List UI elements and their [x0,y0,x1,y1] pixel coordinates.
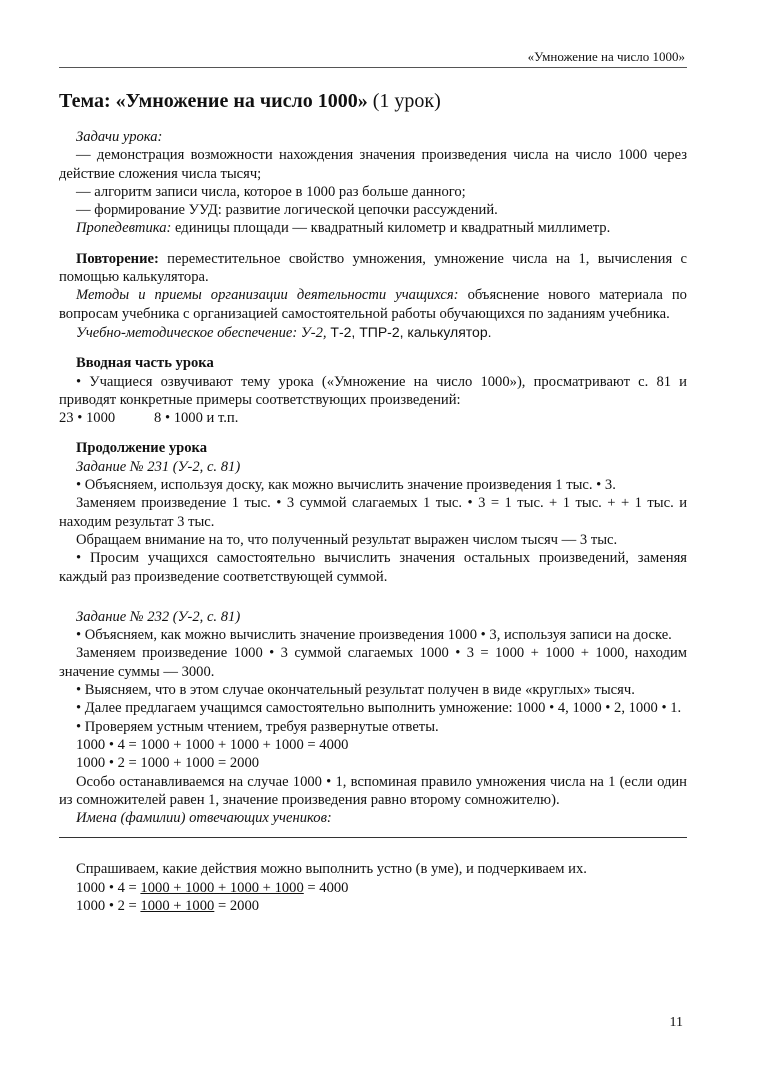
task-231-label: Задание № 231 (У-2, с. 81) [76,458,241,475]
propaedeutics [59,219,687,237]
oral-equation [59,897,687,915]
methods-label: Методы и приемы организации деятельности учащихся: [76,287,459,304]
intro-examples [59,409,687,427]
repetition-label: Повторение: [76,250,159,267]
underlined-sum: 1000 + 1000 [140,897,215,914]
paragraph: • Просим учащихся самостоятельно вычислить значения остальных произведений, заменяя каждый раз произведение соответствующей суммой. [59,550,687,585]
example-a: 23 • 1000 [59,410,116,427]
page-content [59,88,687,915]
support [59,323,687,342]
support-label: Учебно-методическое обеспечение: У-2, [76,324,327,341]
oral-equation [59,879,687,897]
paragraph: • Проверяем устным чтением, требуя развернутые ответы. [76,718,439,735]
lesson-title-count: (1 урок) [367,90,441,112]
page-number: 11 [669,1015,683,1030]
running-head: «Умножение на число 1000» [527,49,685,64]
paragraph: Заменяем произведение 1000 • 3 суммой слагаемых 1000 • 3 = 1000 + 1000 + 1000, находим значение суммы — 3000. [59,645,687,680]
tasks-label: Задачи урока: [76,129,163,145]
paragraph: • Выясняем, что в этом случае окончательный результат получен в виде «круглых» тысяч. [76,682,635,699]
task-item: — формирование УУД: развитие логической цепочки рассуждений. [76,202,498,219]
intro-text: • Учащиеся озвучивают тему урока («Умножение на число 1000»), просматривают с. 81 и приводят конкретные примеры соответствующих произведений: [59,373,687,408]
paragraph: • Объясняем, используя доску, как можно вычислить значение произведения 1 тыс. • 3. [76,477,616,494]
repetition-text: переместительное свойство умножения, умножение числа на 1, вычисления с помощью калькулятора. [59,250,687,286]
eq-part: = 4000 [303,879,349,896]
paragraph: • Далее предлагаем учащимся самостоятельно выполнить умножение: 1000 • 4, 1000 • 2, 1000 • 1. [76,700,682,717]
repetition [59,250,687,287]
paragraph: Заменяем произведение 1 тыс. • 3 суммой слагаемых 1 тыс. • 3 = 1 тыс. + 1 тыс. + + 1 тыс. и находим результат 3 тыс. [59,495,687,530]
task-item: — алгоритм записи числа, которое в 1000 раз больше данного; [76,183,466,200]
names-label: Имена (фамилии) отвечающих учеников: [76,810,332,827]
equation: 1000 • 4 = 1000 + 1000 + 1000 + 1000 = 4000 [76,736,349,753]
equation: 1000 • 2 = 1000 + 1000 = 2000 [76,755,260,772]
methods-text: объяснение нового материала по вопросам учебника с организацией самостоятельной работы обучающихся по заданиям учебника. [59,287,687,322]
task-item: — демонстрация возможности нахождения значения произведения числа на число 1000 через действие сложения числа тысяч; [59,147,687,182]
answer-line [59,837,687,838]
propaedeutics-label: Пропедевтика: [76,220,172,237]
intro-heading: Вводная часть урока [76,355,214,372]
paragraph: Обращаем внимание на то, что полученный результат выражен числом тысяч — 3 тыс. [76,531,618,548]
oral-text: Спрашиваем, какие действия можно выполнить устно (в уме), и подчеркиваем их. [76,861,587,878]
example-b: 8 • 1000 и т.п. [154,410,239,427]
eq-part: 1000 • 2 = [76,897,141,914]
continuation-heading: Продолжение урока [76,440,208,457]
header-rule [59,67,687,68]
paragraph: Особо останавливаемся на случае 1000 • 1, вспоминая правило умножения числа на 1 (если один из сомножителей равен 1, значение произведения равно второму сомножителю). [59,773,687,808]
support-text: Т-2, ТПР-2, калькулятор. [326,323,492,340]
paragraph: • Объясняем, как можно вычислить значение произведения 1000 • 3, используя записи на доске. [76,627,672,644]
methods [59,286,687,323]
propaedeutics-text: единицы площади — квадратный километр и квадратный миллиметр. [171,220,611,237]
underlined-sum: 1000 + 1000 + 1000 + 1000 [140,879,304,896]
lesson-title-main: Тема: «Умножение на число 1000» [59,90,368,112]
task-232-label: Задание № 232 (У-2, с. 81) [76,608,241,625]
eq-part: = 2000 [214,897,260,914]
eq-part: 1000 • 4 = [76,879,141,896]
lesson-title [59,88,687,114]
